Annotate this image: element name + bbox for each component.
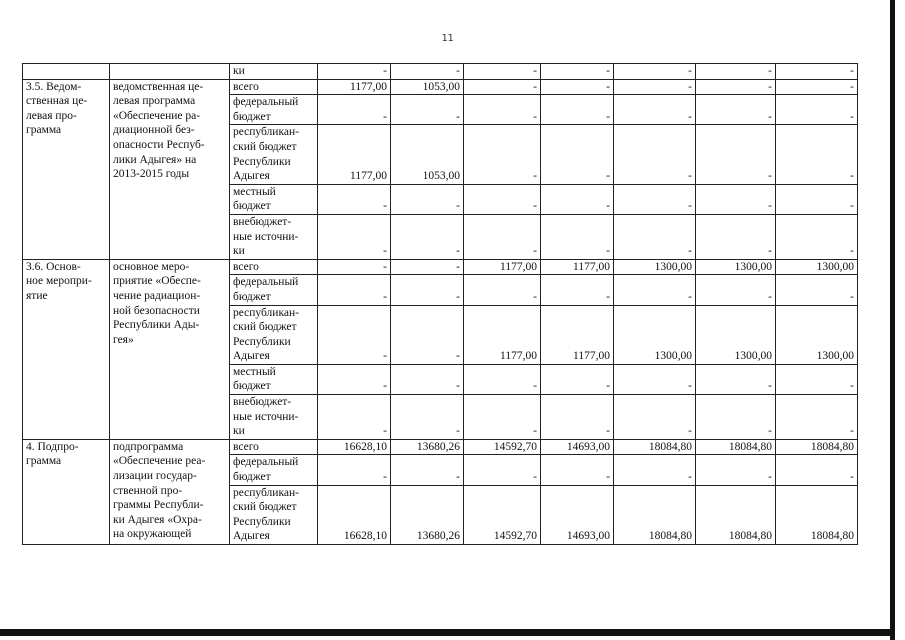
cell-text-line: местный (233, 185, 276, 198)
amount-cell: - (541, 184, 614, 214)
amount-cell: - (464, 125, 541, 184)
cell-text-line: подпрограмма (113, 440, 184, 453)
amount-cell: - (614, 95, 696, 125)
amount-cell: - (776, 95, 858, 125)
amount-cell: - (541, 395, 614, 440)
cell-text-line: 3.6. Основ- (26, 260, 81, 273)
amount-cell: - (614, 184, 696, 214)
funding-source-cell (230, 275, 318, 305)
cell-text-line: бюджет (233, 380, 271, 393)
cell-text-line: ский бюджет (233, 321, 297, 334)
funding-source-cell (230, 64, 318, 80)
cell-text-line: федеральный (233, 456, 299, 469)
amount-cell: - (776, 214, 858, 259)
funding-source-cell (230, 364, 318, 394)
amount-cell: - (614, 455, 696, 485)
amount-cell: - (318, 395, 391, 440)
amount-cell: - (391, 455, 464, 485)
amount-cell: 1177,00 (541, 305, 614, 364)
amount-cell: - (541, 125, 614, 184)
amount-cell: 18084,80 (614, 485, 696, 544)
program-number-cell (23, 79, 110, 259)
amount-cell: - (318, 455, 391, 485)
amount-cell: - (391, 95, 464, 125)
funding-source-cell (230, 395, 318, 440)
cell-text-line: ки (233, 65, 245, 77)
amount-cell: - (318, 364, 391, 394)
amount-cell: 1177,00 (318, 79, 391, 95)
amount-cell: - (696, 125, 776, 184)
cell-text-line: внебюджет- (233, 215, 292, 228)
amount-cell: 1177,00 (464, 305, 541, 364)
amount-cell: - (614, 214, 696, 259)
amount-cell: - (391, 214, 464, 259)
amount-cell: - (541, 214, 614, 259)
scan-edge-right (890, 0, 895, 640)
amount-cell: - (776, 364, 858, 394)
funding-source-cell (230, 95, 318, 125)
cell-text-line: основное меро- (113, 260, 190, 273)
cell-text-line: чение радиацион- (113, 289, 201, 302)
amount-cell: - (614, 64, 696, 80)
amount-cell: 1177,00 (464, 259, 541, 275)
program-number-cell (23, 64, 110, 80)
amount-cell: - (464, 364, 541, 394)
amount-cell: - (776, 184, 858, 214)
funding-source-cell (230, 485, 318, 544)
cell-text-line: бюджет (233, 110, 271, 123)
cell-text-line: ский бюджет (233, 501, 297, 514)
amount-cell: - (696, 64, 776, 80)
cell-text-line: бюджет (233, 200, 271, 213)
amount-cell: 1300,00 (614, 259, 696, 275)
cell-text-line: Адыгея (233, 530, 270, 543)
cell-text-line: республикан- (233, 306, 299, 319)
amount-cell: - (318, 275, 391, 305)
amount-cell: - (614, 364, 696, 394)
cell-text-line: Республики (233, 335, 291, 348)
cell-text-line: ведомственная це- (113, 80, 204, 93)
cell-text-line: ственной про- (113, 484, 183, 497)
amount-cell: - (464, 214, 541, 259)
cell-text-line: всего (233, 80, 259, 93)
amount-cell: - (614, 79, 696, 95)
cell-text-line: ки (233, 425, 245, 438)
amount-cell: - (696, 184, 776, 214)
cell-text-line: внебюджет- (233, 396, 292, 409)
amount-cell: - (776, 455, 858, 485)
cell-text-line: федеральный (233, 276, 299, 289)
amount-cell: - (391, 305, 464, 364)
cell-text-line: Адыгея (233, 170, 270, 183)
cell-text-line: Республики (233, 515, 291, 528)
funding-source-cell (230, 214, 318, 259)
cell-text-line: ное меропри- (26, 275, 92, 288)
budget-table (22, 63, 858, 545)
funding-source-cell (230, 259, 318, 275)
amount-cell: - (464, 95, 541, 125)
amount-cell: - (391, 259, 464, 275)
cell-text-line: ский бюджет (233, 140, 297, 153)
cell-text-line: бюджет (233, 471, 271, 484)
amount-cell: 18084,80 (696, 485, 776, 544)
cell-text-line: ственная це- (26, 95, 88, 108)
cell-text-line: бюджет (233, 290, 271, 303)
cell-text-line: ные источни- (233, 410, 299, 423)
cell-text-line: грамма (26, 455, 62, 468)
amount-cell: - (776, 395, 858, 440)
amount-cell: - (464, 395, 541, 440)
amount-cell: - (318, 259, 391, 275)
funding-source-cell (230, 125, 318, 184)
amount-cell: 18084,80 (696, 439, 776, 455)
program-description-cell (110, 439, 230, 544)
cell-text-line: местный (233, 365, 276, 378)
program-number-cell (23, 439, 110, 544)
program-description-cell (110, 259, 230, 439)
cell-text-line: лизации государ- (113, 470, 197, 483)
cell-text-line: на окружающей (113, 528, 192, 541)
table-row (23, 64, 858, 80)
amount-cell: - (391, 395, 464, 440)
amount-cell: - (614, 275, 696, 305)
amount-cell: - (391, 275, 464, 305)
cell-text-line: республикан- (233, 126, 299, 139)
amount-cell: - (776, 275, 858, 305)
cell-text-line: 3.5. Ведом- (26, 80, 82, 93)
amount-cell: 18084,80 (614, 439, 696, 455)
table-row (23, 79, 858, 95)
amount-cell: - (614, 125, 696, 184)
amount-cell: 1300,00 (776, 259, 858, 275)
cell-text-line: всего (233, 440, 259, 453)
funding-source-cell (230, 439, 318, 455)
amount-cell: - (464, 79, 541, 95)
cell-text-line: всего (233, 260, 259, 273)
amount-cell: 1300,00 (696, 259, 776, 275)
amount-cell: - (318, 95, 391, 125)
cell-text-line: грамма (26, 124, 62, 137)
amount-cell: 1300,00 (776, 305, 858, 364)
amount-cell: 14693,00 (541, 485, 614, 544)
amount-cell: - (391, 184, 464, 214)
cell-text-line: гея» (113, 333, 134, 346)
cell-text-line: левая про- (26, 109, 77, 122)
amount-cell: - (696, 455, 776, 485)
amount-cell: - (318, 214, 391, 259)
table-row (23, 259, 858, 275)
program-number-cell (23, 259, 110, 439)
funding-source-cell (230, 455, 318, 485)
amount-cell: - (541, 364, 614, 394)
amount-cell: - (464, 64, 541, 80)
amount-cell: 14592,70 (464, 485, 541, 544)
amount-cell: - (541, 455, 614, 485)
cell-text-line: ные источни- (233, 230, 299, 243)
cell-text-line: Республики (233, 155, 291, 168)
cell-text-line: диационной без- (113, 124, 195, 137)
amount-cell: - (776, 79, 858, 95)
cell-text-line: федеральный (233, 96, 299, 109)
amount-cell: - (776, 125, 858, 184)
amount-cell: 14592,70 (464, 439, 541, 455)
cell-text-line: ки Адыгея «Охра- (113, 513, 202, 526)
amount-cell: - (696, 214, 776, 259)
program-description-cell (110, 64, 230, 80)
program-description-cell (110, 79, 230, 259)
cell-text-line: граммы Республи- (113, 499, 204, 512)
funding-source-cell (230, 184, 318, 214)
amount-cell: 1177,00 (318, 125, 391, 184)
amount-cell: - (776, 64, 858, 80)
scan-edge-bottom (0, 629, 895, 636)
cell-text-line: опасности Респуб- (113, 138, 205, 151)
cell-text-line: ной безопасности (113, 304, 200, 317)
table-row (23, 439, 858, 455)
amount-cell: - (391, 364, 464, 394)
amount-cell: 18084,80 (776, 439, 858, 455)
amount-cell: - (614, 395, 696, 440)
amount-cell: 1053,00 (391, 125, 464, 184)
amount-cell: - (541, 79, 614, 95)
amount-cell: 1177,00 (541, 259, 614, 275)
cell-text-line: приятие «Обеспе- (113, 275, 201, 288)
cell-text-line: республикан- (233, 486, 299, 499)
cell-text-line: левая программа (113, 95, 196, 108)
cell-text-line: «Обеспечение ра- (113, 109, 201, 122)
funding-source-cell (230, 79, 318, 95)
amount-cell: 13680,26 (391, 485, 464, 544)
amount-cell: - (696, 364, 776, 394)
amount-cell: - (464, 275, 541, 305)
amount-cell: - (318, 64, 391, 80)
amount-cell: - (696, 395, 776, 440)
cell-text-line: лики Адыгея» на (113, 153, 197, 166)
amount-cell: - (696, 79, 776, 95)
amount-cell: - (541, 275, 614, 305)
amount-cell: 1300,00 (696, 305, 776, 364)
amount-cell: - (318, 305, 391, 364)
table-body (23, 64, 858, 545)
amount-cell: - (464, 455, 541, 485)
page-number: 11 (441, 33, 454, 44)
amount-cell: 18084,80 (776, 485, 858, 544)
amount-cell: 14693,00 (541, 439, 614, 455)
amount-cell: - (318, 184, 391, 214)
cell-text-line: ятие (26, 289, 48, 302)
amount-cell: 16628,10 (318, 485, 391, 544)
amount-cell: - (696, 95, 776, 125)
amount-cell: - (541, 95, 614, 125)
cell-text-line: 4. Подпро- (26, 440, 79, 453)
cell-text-line: Адыгея (233, 350, 270, 363)
cell-text-line: 2013-2015 годы (113, 168, 190, 181)
amount-cell: 16628,10 (318, 439, 391, 455)
amount-cell: 13680,26 (391, 439, 464, 455)
amount-cell: 1300,00 (614, 305, 696, 364)
cell-text-line: Республики Ады- (113, 319, 200, 332)
amount-cell: - (391, 64, 464, 80)
cell-text-line: «Обеспечение реа- (113, 455, 206, 468)
amount-cell: - (464, 184, 541, 214)
funding-source-cell (230, 305, 318, 364)
amount-cell: - (541, 64, 614, 80)
amount-cell: - (696, 275, 776, 305)
amount-cell: 1053,00 (391, 79, 464, 95)
cell-text-line: ки (233, 245, 245, 258)
